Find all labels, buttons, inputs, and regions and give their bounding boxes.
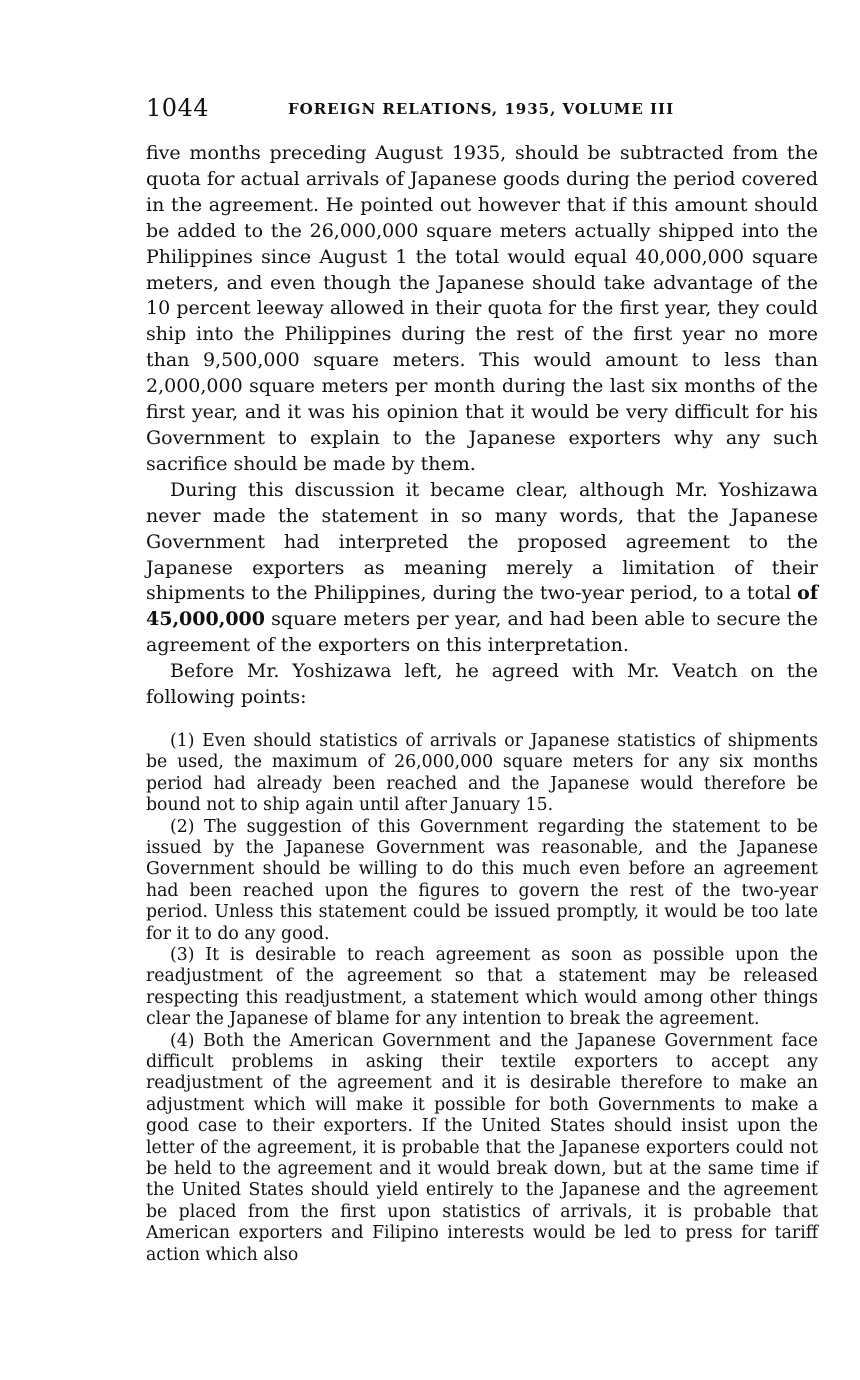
agreed-points-list [146, 731, 818, 1266]
paragraph-agreement-intro: Before Mr. Yoshizawa left, he agreed with Mr. Veatch on the following points: [146, 660, 818, 709]
body-text [146, 141, 818, 1266]
paragraph-discussion-text-after: square meters per year, and had been able to secure the agreement of the exporters on this interpretation. [146, 608, 818, 657]
agreed-point-1: (1) Even should statistics of arrivals or Japanese statistics of shipments be used, the maximum of 26,000,000 square meters for any six months period had already been reached and the Japanese would therefore be bound not to ship again until after January 15. [146, 730, 818, 816]
paragraph-discussion-emphasis: of 45,000,000 [146, 582, 818, 631]
paragraph-continuation: five months preceding August 1935, should be subtracted from the quota for actual arrivals of Japanese goods during the period covered in the agreement. He pointed out however that if this amount should be added to the 26,000,000 square meters actually shipped into the Philippines since August 1 the total would equal 40,000,000 square meters, and even though the Japanese should take advantage of the 10 percent leeway allowed in their quota for the first year, they could ship into the Philippines during the rest of the first year no more than 9,500,000 square meters. This would amount to less than 2,000,000 square meters per month during the last six months of the first year, and it was his opinion that it would be very difficult for his Government to explain to the Japanese exporters why any such sacrifice should be made by them. [146, 142, 818, 475]
agreed-point-2: (2) The suggestion of this Government regarding the statement to be issued by the Japanese Government was reasonable, and the Japanese Government should be willing to do this much even before an agreement had been reached upon the figures to govern the rest of the two-year period. Unless this statement could be issued promptly, it would be too late for it to do any good. [146, 816, 818, 944]
page-number: 1044 [146, 94, 210, 122]
agreed-point-3: (3) It is desirable to reach agreement as soon as possible upon the readjustment of the agreement so that a statement may be released respecting this readjustment, a statement which would among other things clear the Japanese of blame for any intention to break the agreement. [146, 945, 818, 1030]
paragraph-discussion-text-before: During this discussion it became clear, although Mr. Yoshizawa never made the statement in so many words, that the Japanese Government had interpreted the proposed agreement to the Japanese exporters as meaning merely a limitation of their shipments to the Philippines, during the two-year period, to a total [146, 478, 818, 605]
running-title: FOREIGN RELATIONS, 1935, VOLUME III [288, 100, 675, 118]
running-header [146, 94, 818, 126]
paragraph-discussion [146, 478, 818, 659]
agreed-point-4: (4) Both the American Government and the Japanese Government face difficult problems in asking their textile exporters to accept any readjustment of the agreement and it is desirable therefore to make an adjustment which will make it possible for both Governments to make a good case to their exporters. If the United States should insist upon the letter of the agreement, it is probable that the Japanese exporters could not be held to the agreement and it would break down, but at the same time if the United States should yield entirely to the Japanese and the agreement be placed from the first upon statistics of arrivals, it is probable that American exporters and Filipino interests would be led to press for tariff action which also [146, 1030, 818, 1265]
